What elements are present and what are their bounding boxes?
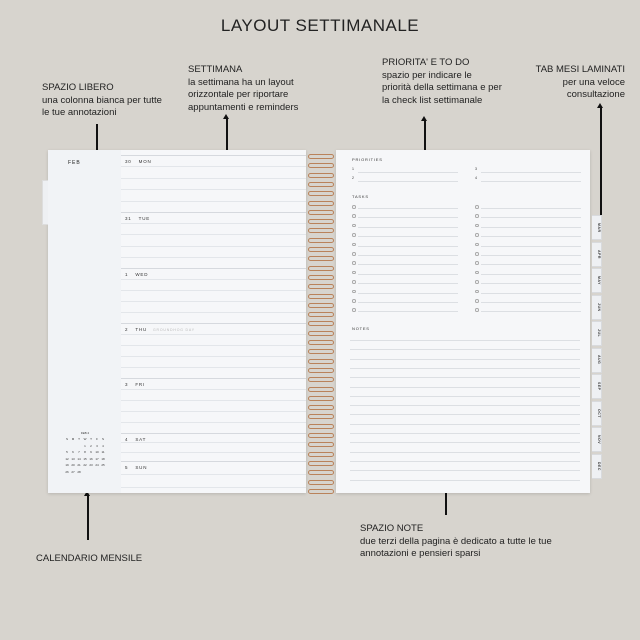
day-name: WED: [135, 272, 149, 277]
day-number: 31: [125, 216, 132, 221]
calendar-day[interactable]: 8: [84, 450, 86, 454]
ruled-line: [121, 379, 306, 390]
annotation-heading: SETTIMANA: [188, 64, 243, 75]
spiral-ring: [308, 312, 334, 317]
spiral-ring: [308, 349, 334, 354]
spiral-ring: [308, 154, 334, 159]
arrow-up-icon: [87, 495, 89, 540]
day-label: [125, 327, 195, 332]
right-page: [336, 150, 590, 493]
calendar-day[interactable]: 7: [78, 450, 80, 454]
annotation-priorita: [382, 57, 502, 107]
spiral-ring: [308, 228, 334, 233]
task-checkbox[interactable]: [352, 271, 356, 275]
weekday-label: F: [96, 437, 98, 441]
notes-line: [350, 349, 580, 350]
annotation-tab-mesi: [525, 64, 625, 102]
planner: [48, 150, 600, 493]
page-title: LAYOUT SETTIMANALE: [220, 16, 420, 35]
ruled-line: [121, 475, 306, 488]
day-block[interactable]: [121, 433, 306, 461]
spiral-ring: [308, 294, 334, 299]
notes-line: [350, 433, 580, 434]
annotation-text: per una veloce consultazione: [562, 76, 625, 100]
calendar-day[interactable]: 23: [89, 463, 93, 467]
day-block[interactable]: [121, 212, 306, 268]
day-label: [125, 216, 150, 221]
spiral-ring: [308, 359, 334, 364]
weekday-label: T: [90, 437, 92, 441]
left-page: [48, 150, 306, 493]
day-block[interactable]: [121, 461, 306, 487]
ruled-line: [121, 335, 306, 346]
task-checkbox[interactable]: [475, 243, 479, 247]
task-checkbox[interactable]: [475, 233, 479, 237]
priority-number: 1: [352, 167, 354, 171]
tasks-label: TASKS: [352, 194, 369, 199]
month-label: FEB: [68, 160, 81, 166]
ruled-line: [121, 291, 306, 302]
month-tab-oct[interactable]: OCT: [592, 401, 602, 426]
spiral-ring: [308, 396, 334, 401]
spiral-ring: [308, 461, 334, 466]
annotation-heading: CALENDARIO MENSILE: [36, 553, 143, 564]
task-checkbox[interactable]: [475, 290, 479, 294]
day-name: FRI: [135, 382, 146, 387]
spiral-ring: [308, 424, 334, 429]
task-checkbox[interactable]: [475, 224, 479, 228]
task-checkbox[interactable]: [352, 299, 356, 303]
day-name: SAT: [135, 437, 147, 442]
month-tab-nov[interactable]: NOV: [592, 427, 602, 452]
ruled-line: [121, 390, 306, 401]
day-name: THU: [135, 327, 148, 332]
day-number: 3: [125, 382, 129, 387]
task-checkbox[interactable]: [352, 233, 356, 237]
annotation-heading: PRIORITA' E TO DO: [382, 57, 470, 68]
spiral-ring: [308, 480, 334, 485]
task-checkbox[interactable]: [352, 280, 356, 284]
annotation-text: spazio per indicare le priorità della settimana e per la check list settimanale: [382, 69, 502, 106]
ruled-line: [121, 401, 306, 412]
ruled-line: [121, 167, 306, 178]
annotation-text: una colonna bianca per tutte le tue annotazioni: [42, 94, 162, 118]
calendar-day[interactable]: 22: [83, 463, 87, 467]
day-number: 30: [125, 159, 132, 164]
task-line[interactable]: [358, 236, 458, 237]
task-checkbox[interactable]: [352, 261, 356, 265]
spiral-ring: [308, 266, 334, 271]
ruled-line: [121, 412, 306, 423]
notes-line: [350, 442, 580, 443]
spiral-ring: [308, 452, 334, 457]
calendar-day[interactable]: 25: [101, 463, 105, 467]
annotation-heading: TAB MESI LAMINATI: [535, 64, 625, 75]
task-line[interactable]: [481, 311, 581, 312]
task-checkbox[interactable]: [352, 290, 356, 294]
task-line[interactable]: [358, 208, 458, 209]
spiral-ring: [308, 489, 334, 494]
annotation-spazio-note: [360, 523, 560, 561]
task-line[interactable]: [358, 246, 458, 247]
month-tab-jun[interactable]: JUN: [592, 295, 602, 320]
calendar-day[interactable]: 3: [96, 443, 98, 448]
notes-line: [350, 470, 580, 471]
priority-number: 3: [475, 167, 477, 171]
notes-line: [350, 405, 580, 406]
spiral-ring: [308, 201, 334, 206]
day-number: 5: [125, 465, 129, 470]
spiral-ring: [308, 173, 334, 178]
spiral-ring: [308, 191, 334, 196]
task-checkbox[interactable]: [352, 243, 356, 247]
month-tab-dec[interactable]: DEC: [592, 454, 602, 479]
notes-line: [350, 359, 580, 360]
mini-calendar-title: FEB 2: [80, 431, 90, 435]
task-line[interactable]: [358, 274, 458, 275]
task-line[interactable]: [358, 227, 458, 228]
ruled-line: [121, 280, 306, 291]
spiral-binding: [304, 150, 338, 493]
calendar-day[interactable]: 18: [101, 456, 105, 461]
notes-line: [350, 480, 580, 481]
task-checkbox[interactable]: [475, 205, 479, 209]
calendar-day[interactable]: 16: [89, 456, 93, 461]
spiral-ring: [308, 238, 334, 243]
task-line[interactable]: [358, 293, 458, 294]
priority-number: 4: [475, 176, 477, 180]
notes-line: [350, 340, 580, 341]
task-checkbox[interactable]: [475, 214, 479, 218]
month-tab-sep[interactable]: SEP: [592, 374, 602, 399]
task-checkbox[interactable]: [475, 308, 479, 312]
ruled-line: [121, 269, 306, 280]
spiral-ring: [308, 414, 334, 419]
annotation-heading: SPAZIO LIBERO: [42, 82, 114, 93]
spiral-ring: [308, 219, 334, 224]
notes-line: [350, 452, 580, 453]
task-checkbox[interactable]: [475, 299, 479, 303]
task-line[interactable]: [481, 255, 581, 256]
calendar-day[interactable]: 19: [65, 463, 69, 467]
month-tab-aug[interactable]: AUG: [592, 348, 602, 373]
task-line[interactable]: [358, 283, 458, 284]
task-line[interactable]: [481, 302, 581, 303]
calendar-day[interactable]: 5: [66, 450, 68, 454]
calendar-day[interactable]: 2: [90, 443, 92, 448]
spiral-ring: [308, 210, 334, 215]
day-label: [125, 382, 145, 387]
spiral-ring: [308, 321, 334, 326]
spiral-ring: [308, 377, 334, 382]
day-block[interactable]: [121, 155, 306, 212]
task-line[interactable]: [358, 264, 458, 265]
ruled-line: [121, 247, 306, 258]
task-line[interactable]: [358, 302, 458, 303]
ruled-line: [121, 443, 306, 452]
day-number: 4: [125, 437, 129, 442]
spiral-ring: [308, 387, 334, 392]
calendar-day[interactable]: 13: [71, 456, 75, 461]
calendar-day[interactable]: 9: [90, 450, 92, 454]
priority-number: 2: [352, 176, 354, 180]
priorities-label: PRIORITIES: [352, 157, 383, 162]
calendar-day[interactable]: 1: [84, 443, 86, 448]
calendar-day[interactable]: 11: [101, 450, 105, 454]
day-note: GROUNDHOG DAY: [153, 328, 195, 332]
ruled-line: [121, 179, 306, 190]
month-tab-jul[interactable]: JUL: [592, 321, 602, 346]
calendar-day[interactable]: 12: [65, 456, 69, 461]
weekday-label: S: [101, 437, 104, 441]
calendar-day[interactable]: 21: [77, 463, 81, 467]
weekday-label: T: [78, 437, 80, 441]
ruled-line: [121, 357, 306, 368]
spiral-ring: [308, 284, 334, 289]
priority-line[interactable]: [358, 181, 458, 182]
task-line[interactable]: [358, 311, 458, 312]
spiral-ring: [308, 163, 334, 168]
day-label: [125, 437, 146, 442]
notes-line: [350, 414, 580, 415]
month-tab-mar[interactable]: MAR: [592, 215, 602, 240]
notes-line: [350, 387, 580, 388]
spiral-ring: [308, 182, 334, 187]
task-line[interactable]: [481, 227, 581, 228]
month-tab-may[interactable]: MAY: [592, 268, 602, 293]
calendar-day[interactable]: 26: [65, 469, 69, 474]
task-checkbox[interactable]: [475, 271, 479, 275]
free-column: [48, 150, 121, 493]
weekday-label: W: [83, 437, 87, 441]
task-checkbox[interactable]: [475, 261, 479, 265]
spiral-ring: [308, 442, 334, 447]
calendar-day[interactable]: 15: [83, 456, 87, 461]
task-checkbox[interactable]: [352, 308, 356, 312]
spiral-ring: [308, 340, 334, 345]
notes-line: [350, 377, 580, 378]
notes-line: [350, 368, 580, 369]
ruled-line: [121, 346, 306, 357]
spiral-ring: [308, 368, 334, 373]
calendar-day[interactable]: 28: [77, 469, 81, 474]
day-name: SUN: [135, 465, 148, 470]
weekday-label: S: [65, 437, 68, 441]
notes-label: NOTES: [352, 326, 370, 331]
task-line[interactable]: [481, 208, 581, 209]
notes-line: [350, 461, 580, 462]
calendar-day[interactable]: 4: [102, 443, 104, 448]
task-line[interactable]: [481, 264, 581, 265]
priority-line[interactable]: [481, 181, 581, 182]
task-line[interactable]: [481, 217, 581, 218]
calendar-day[interactable]: 14: [77, 456, 81, 461]
task-checkbox[interactable]: [475, 252, 479, 256]
notes-line: [350, 396, 580, 397]
priority-line[interactable]: [358, 172, 458, 173]
ruled-line: [121, 235, 306, 246]
ruled-line: [121, 190, 306, 201]
task-line[interactable]: [481, 283, 581, 284]
spiral-ring: [308, 405, 334, 410]
day-label: [125, 159, 152, 164]
day-label: [125, 272, 148, 277]
mini-calendar: [64, 431, 106, 474]
task-checkbox[interactable]: [352, 214, 356, 218]
spiral-ring: [308, 331, 334, 336]
weekday-label: M: [71, 437, 75, 441]
week-days: [121, 155, 306, 487]
calendar-day[interactable]: 27: [71, 469, 75, 474]
day-block[interactable]: [121, 268, 306, 323]
spiral-ring: [308, 470, 334, 475]
task-line[interactable]: [358, 255, 458, 256]
task-checkbox[interactable]: [475, 280, 479, 284]
annotation-heading: SPAZIO NOTE: [360, 523, 424, 534]
spiral-ring: [308, 433, 334, 438]
calendar-day[interactable]: 10: [95, 450, 99, 454]
ruled-line: [121, 302, 306, 313]
month-tab-apr[interactable]: APR: [592, 242, 602, 267]
task-checkbox[interactable]: [352, 205, 356, 209]
spiral-ring: [308, 275, 334, 280]
task-checkbox[interactable]: [352, 252, 356, 256]
annotation-text: la settimana ha un layout orizzontale per riportare appuntamenti e reminders: [188, 76, 299, 113]
day-label: [125, 465, 147, 470]
spiral-ring: [308, 247, 334, 252]
day-name: MON: [138, 159, 152, 164]
task-line[interactable]: [481, 293, 581, 294]
task-line[interactable]: [481, 246, 581, 247]
notes-line: [350, 424, 580, 425]
day-number: 1: [125, 272, 129, 277]
task-line[interactable]: [481, 236, 581, 237]
annotation-calendario: [36, 553, 142, 566]
annotation-settimana: [188, 64, 318, 114]
calendar-day[interactable]: 17: [95, 456, 99, 461]
task-checkbox[interactable]: [352, 224, 356, 228]
day-block[interactable]: [121, 378, 306, 433]
spiral-ring: [308, 303, 334, 308]
task-line[interactable]: [481, 274, 581, 275]
task-line[interactable]: [358, 217, 458, 218]
calendar-day[interactable]: 6: [72, 450, 74, 454]
ruled-line: [121, 462, 306, 475]
day-name: TUE: [138, 216, 151, 221]
ruled-line: [121, 434, 306, 443]
priority-line[interactable]: [481, 172, 581, 173]
arrow-up-icon: [600, 107, 602, 222]
annotation-spazio-libero: [42, 82, 162, 120]
day-number: 2: [125, 327, 129, 332]
ruled-line: [121, 224, 306, 235]
calendar-day[interactable]: 24: [95, 463, 99, 467]
spiral-ring: [308, 256, 334, 261]
calendar-day[interactable]: 20: [71, 463, 75, 467]
annotation-text: due terzi della pagina è dedicato a tutte le tue annotazioni e pensieri sparsi: [360, 535, 552, 559]
day-block[interactable]: [121, 323, 306, 378]
